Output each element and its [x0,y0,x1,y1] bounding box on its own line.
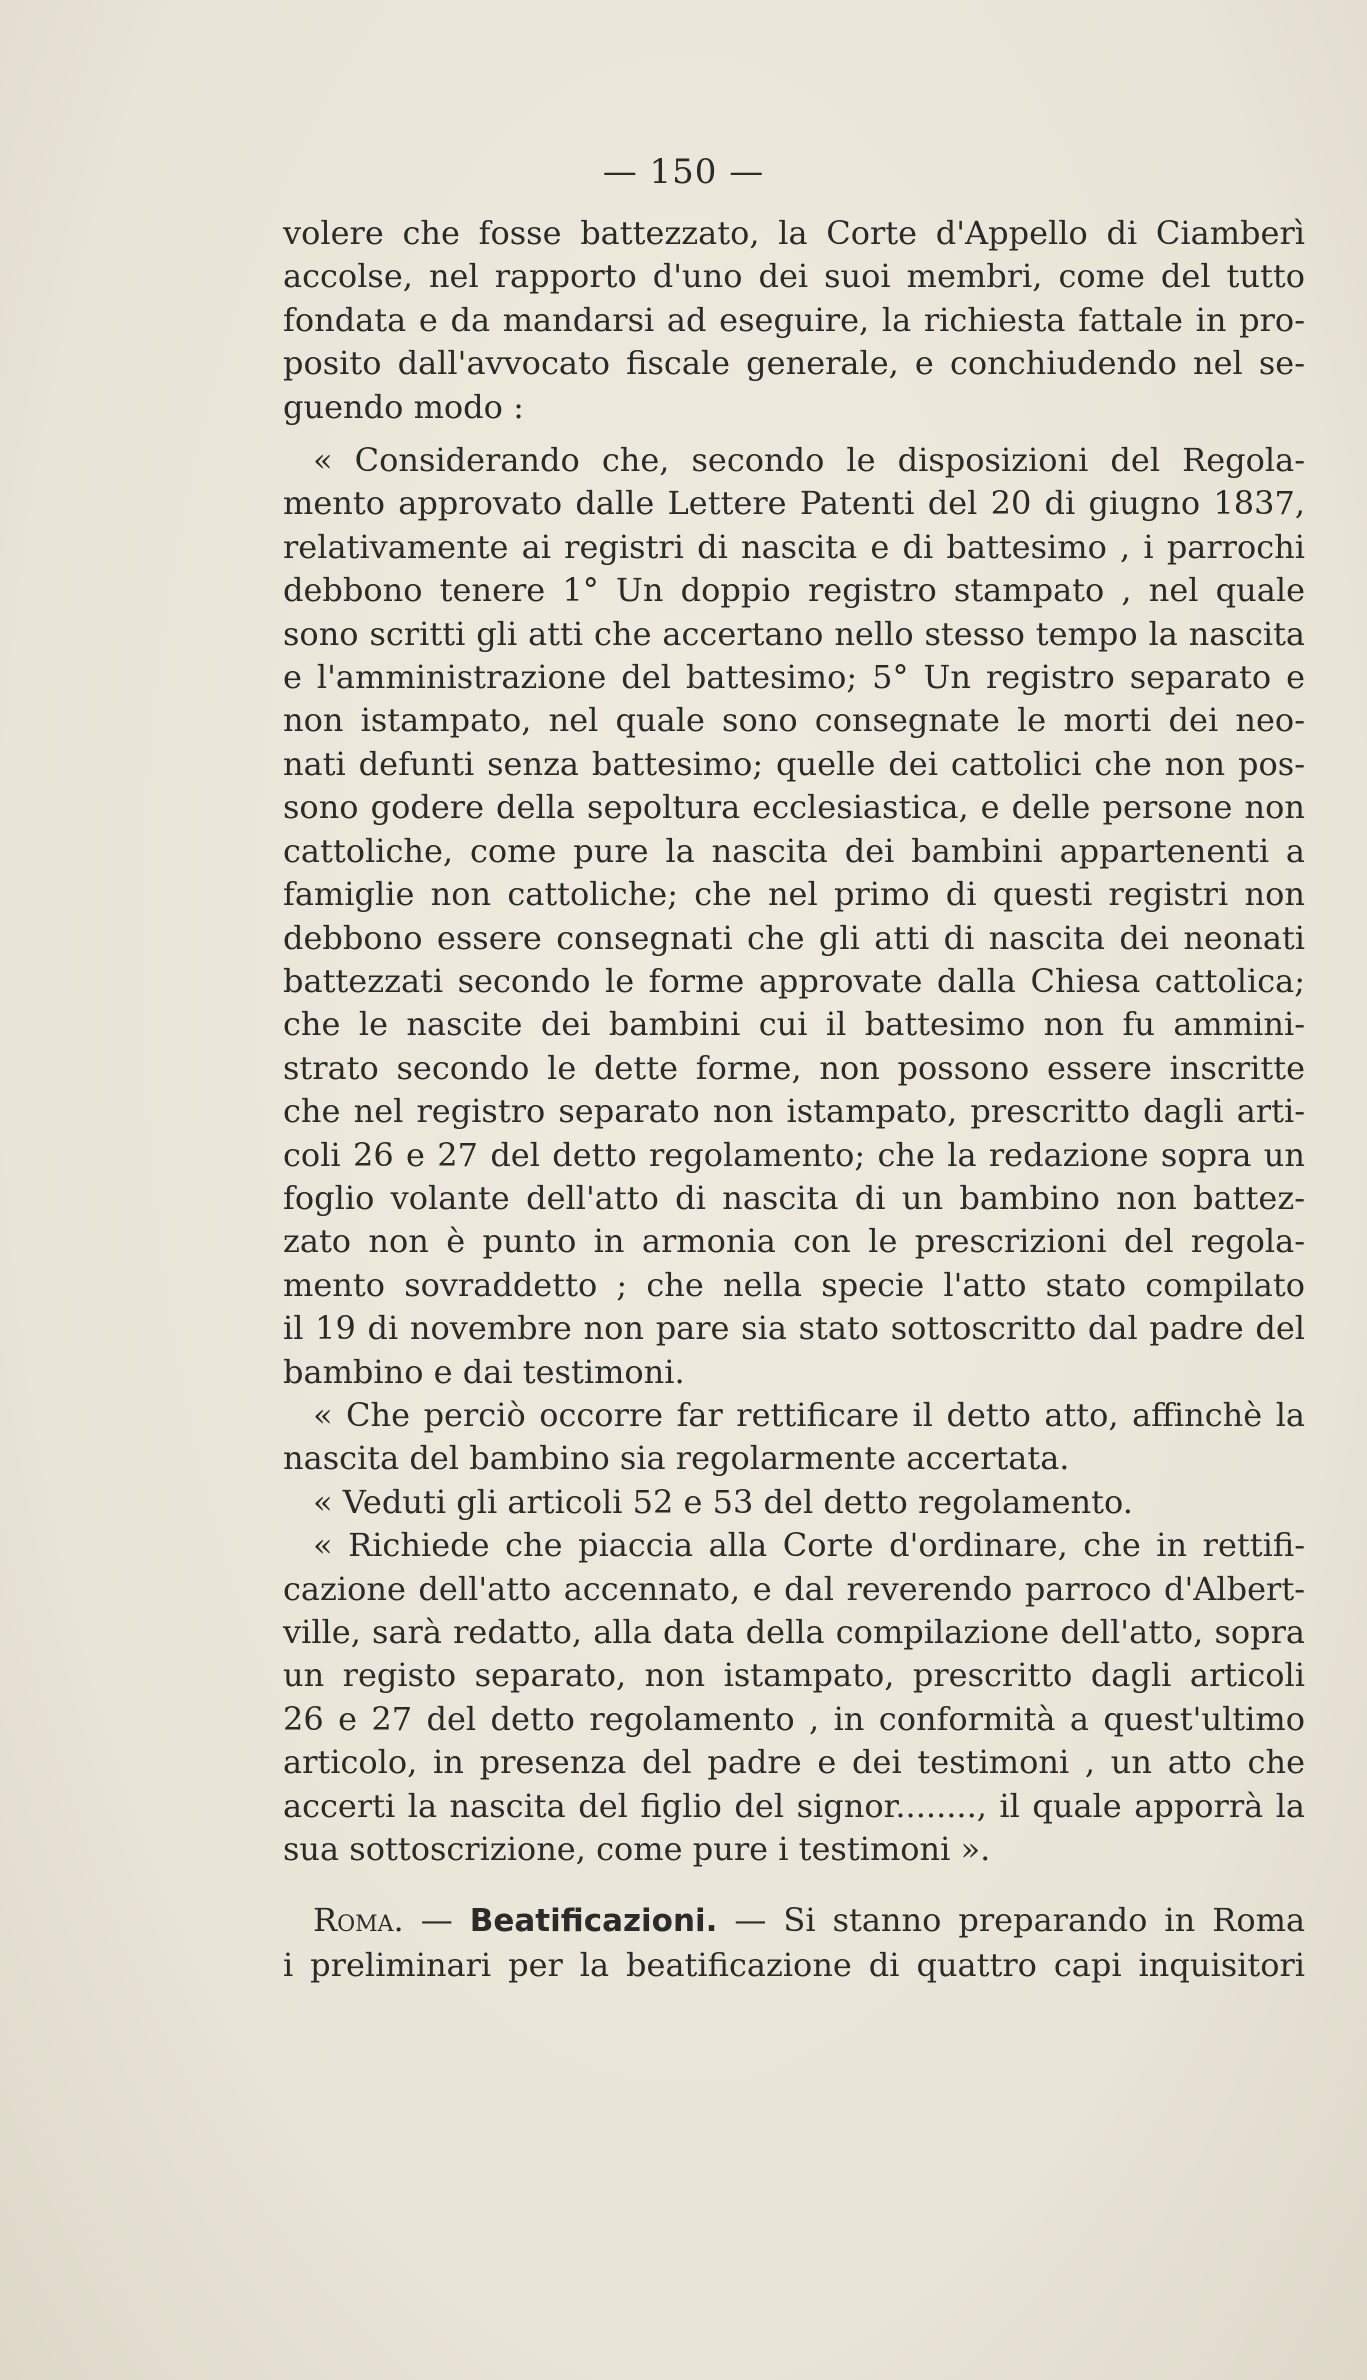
paragraph-2 [283,439,1305,1394]
text-line: fondata e da mandarsi ad eseguire, la richiesta fattale in pro- [283,300,1305,339]
text-line: bambino e dai testimoni. [283,1352,685,1391]
text-line: un registo separato, non istampato, prescritto dagli articoli [283,1656,1305,1695]
page-number: — 150 — [602,152,765,192]
text-line: volere che fosse battezzato, la Corte d'Appello di Ciamberì [283,214,1305,252]
text-line: posito dall'avvocato fiscale generale, e conchiudendo nel se- [283,344,1305,383]
text-line: coli 26 e 27 del detto regolamento; che la redazione sopra un [283,1135,1305,1174]
text-line: e l'amministrazione del battesimo; 5° Un registro separato e [283,658,1305,697]
paragraph-4 [283,1481,1305,1524]
section-place: Roma. [313,1901,404,1940]
text-line: che le nascite dei bambini cui il battesimo non fu ammini- [283,1005,1305,1044]
text-line: guendo modo : [283,387,524,426]
text-line: accolse, nel rapporto d'uno dei suoi membri, come del tutto [283,257,1305,296]
em-dash: — [403,1901,470,1940]
text-line: sua sottoscrizione, come pure i testimoni ». [283,1830,991,1869]
text-line: mento sovraddetto ; che nella specie l'atto stato compilato [283,1265,1305,1304]
text-line: ville, sarà redatto, alla data della compilazione dell'atto, sopra [283,1613,1305,1651]
text-line: che nel registro separato non istampato, prescritto dagli arti- [283,1092,1305,1131]
text-line: nascita del bambino sia regolarmente accertata. [283,1439,1070,1478]
text-line: « Richiede che piaccia alla Corte d'ordinare, che in rettifi- [313,1526,1305,1565]
text-line: accerti la nascita del figlio del signor........, il quale apporrà la [283,1786,1305,1825]
paragraph-3 [283,1394,1305,1481]
paragraph-1 [283,212,1305,429]
text-line: sono godere della sepoltura ecclesiastica, e delle persone non [283,788,1305,827]
text-line: foglio volante dell'atto di nascita di un bambino non battez- [283,1178,1305,1217]
text-line: articolo, in presenza del padre e dei testimoni , un atto che [283,1743,1305,1782]
text-line [283,1899,1305,1943]
text-line: battezzati secondo le forme approvate dalla Chiesa cattolica; [283,961,1305,1000]
text-line: debbono essere consegnati che gli atti di nascita dei neonati [283,918,1305,957]
text-line: « Considerando che, secondo le disposizioni del Regola- [313,441,1305,480]
paragraph-6 [283,1899,1305,1987]
text-line: strato secondo le dette forme, non possono essere inscritte [283,1048,1305,1087]
text-line: debbono tenere 1° Un doppio registro stampato , nel quale [283,571,1305,610]
text-line: 26 e 27 del detto regolamento , in conformità a quest'ultimo [283,1699,1305,1738]
text-line: sono scritti gli atti che accertano nello stesso tempo la nascita [283,614,1305,653]
text-line: mento approvato dalle Lettere Patenti del 20 di giugno 1837, [283,484,1305,523]
body-text [283,212,1305,1987]
section-heading: Beatificazioni. [469,1903,718,1940]
text-line: zato non è punto in armonia con le prescrizioni del regola- [283,1222,1305,1261]
paragraph-5 [283,1524,1305,1871]
text-line: « Che perciò occorre far rettificare il detto atto, affinchè la [313,1395,1305,1434]
text-line: famiglie non cattoliche; che nel primo di questi registri non [283,875,1305,914]
em-dash: — [717,1901,784,1940]
text-line: cazione dell'atto accennato, e dal reverendo parroco d'Albert- [283,1569,1305,1608]
text-line: i preliminari per la beatificazione di quattro capi inquisitori [283,1945,1305,1984]
text-fragment: Si stanno preparando in Roma [783,1901,1306,1940]
text-line: il 19 di novembre non pare sia stato sottoscritto dal padre del [283,1309,1305,1348]
text-line: relativamente ai registri di nascita e di battesimo , i parrochi [283,527,1305,566]
text-line: cattoliche, come pure la nascita dei bambini appartenenti a [283,831,1305,870]
text-line: « Veduti gli articoli 52 e 53 del detto regolamento. [313,1482,1133,1521]
text-line: nati defunti senza battesimo; quelle dei cattolici che non pos- [283,744,1305,783]
text-line: non istampato, nel quale sono consegnate le morti dei neo- [283,701,1305,740]
